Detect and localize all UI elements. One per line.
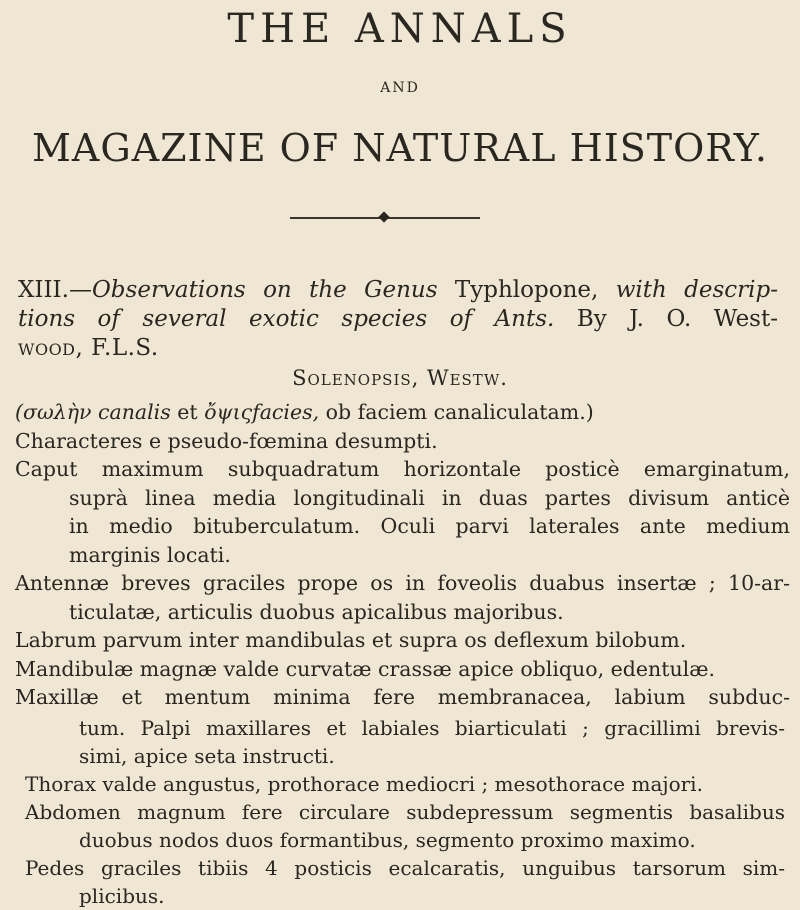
- latin-et: et: [177, 400, 198, 424]
- greek-word-1: (σωλὴν: [15, 400, 92, 424]
- genus-heading: Solenopsis, Westw.: [292, 366, 508, 390]
- text-line: ticulatæ, articulis duobus apicalibus majoribus.: [69, 599, 564, 624]
- para-characteres: [15, 427, 790, 456]
- para-thorax: [25, 770, 785, 798]
- ornament-rule: [290, 210, 480, 226]
- etymology-line: [15, 398, 790, 427]
- description-block-1: [15, 398, 790, 712]
- article-heading: [18, 276, 778, 363]
- article-heading-line2: [18, 305, 778, 334]
- article-title-a: Observations on the Genus: [91, 277, 438, 303]
- text-line: tum. Palpi maxillares et labiales biarticulati ; gracillimi brevis-: [79, 716, 785, 740]
- article-title-genus: Typhlopone,: [454, 277, 599, 303]
- text-line: duobus nodos duos formantibus, segmento proximo maximo.: [79, 828, 696, 852]
- text-line: in medio bituberculatum. Oculi parvi laterales ante medium: [69, 514, 790, 538]
- para-maxillae-cont: [25, 714, 785, 770]
- journal-title-line1: THE ANNALS: [227, 6, 573, 52]
- text-line: Maxillæ et mentum minima fere membranacea, labium subduc-: [15, 685, 790, 709]
- para-abdomen: [25, 798, 785, 854]
- text-line: Mandibulæ magnæ valde curvatæ crassæ apice obliquo, edentulæ.: [15, 656, 715, 681]
- text-line: simi, apice seta instructi.: [79, 744, 335, 768]
- text-line: suprà linea media longitudinali in duas partes divisum anticè: [69, 485, 790, 510]
- latin-ob-faciem: ob faciem canaliculatam.): [325, 400, 594, 424]
- para-labrum: [15, 626, 790, 655]
- article-byline: By J. O. West-: [576, 306, 778, 332]
- article-author-line2: wood, F.L.S.: [18, 335, 159, 361]
- article-heading-line1: [18, 276, 778, 305]
- para-maxillae: [15, 683, 790, 712]
- para-mandibulae: [15, 655, 790, 684]
- text-line: Abdomen magnum fere circulare subdepressum segmentis basalibus: [25, 800, 785, 824]
- para-pedes: [25, 854, 785, 910]
- article-title-d: tions of several exotic species of Ants.: [18, 306, 555, 332]
- journal-title-and: AND: [380, 80, 420, 96]
- text-line: Antennæ breves graciles prope os in foveolis duabus insertæ ; 10-ar-: [15, 571, 790, 595]
- greek-word-2: ὄψις: [204, 400, 253, 424]
- latin-facies: facies,: [252, 400, 320, 424]
- text-line: Caput maximum subquadratum horizontale posticè emarginatum,: [15, 457, 790, 481]
- article-title-c: with descrip-: [615, 277, 779, 303]
- text-line: Characteres e pseudo-fœmina desumpti.: [15, 428, 438, 453]
- text-line: marginis locati.: [69, 542, 231, 567]
- text-line: plicibus.: [79, 884, 165, 908]
- text-line: Labrum parvum inter mandibulas et supra os deflexum bilobum.: [15, 628, 687, 652]
- latin-canalis: canalis: [97, 400, 171, 424]
- article-number: XIII.—: [18, 277, 92, 303]
- text-line: Pedes graciles tibiis 4 posticis ecalcaratis, unguibus tarsorum sim-: [25, 856, 785, 880]
- para-antennae: [15, 569, 790, 626]
- para-caput: [15, 455, 790, 569]
- journal-title-line2: MAGAZINE OF NATURAL HISTORY.: [32, 126, 768, 170]
- text-line: Thorax valde angustus, prothorace mediocri ; mesothorace majori.: [25, 772, 703, 796]
- ornament-diamond: [378, 211, 389, 222]
- description-block-2: [25, 714, 785, 910]
